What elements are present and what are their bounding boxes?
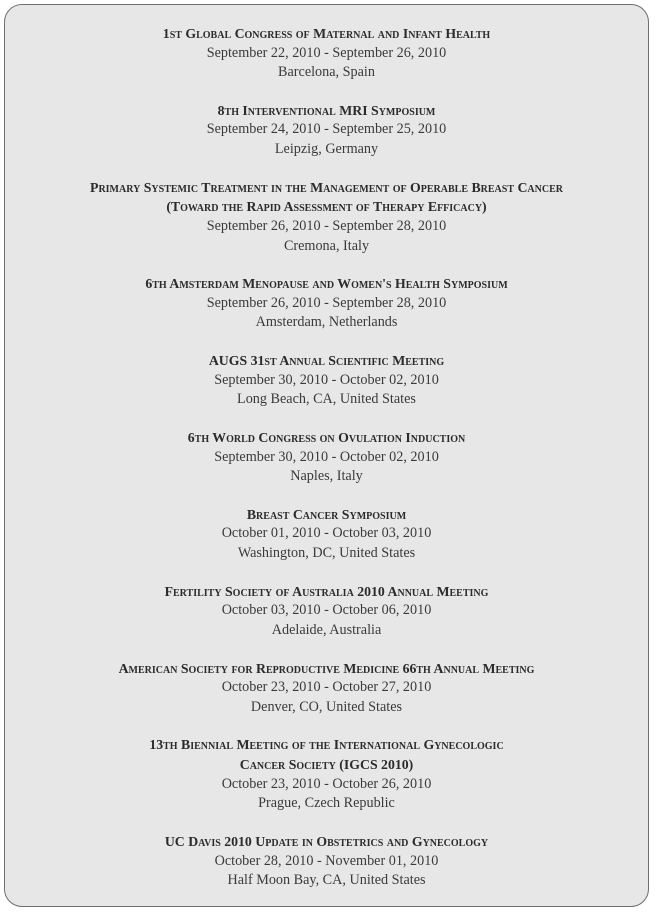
- event-title: Primary Systemic Treatment in the Management of Operable Breast Cancer (Toward the Rapid Assessment of Therapy Efficacy): [90, 179, 563, 215]
- event-dates: September 30, 2010 - October 02, 2010: [214, 371, 439, 388]
- event-title: AUGS 31st Annual Scientific Meeting: [208, 353, 445, 369]
- event-dates: September 30, 2010 - October 02, 2010: [214, 448, 439, 465]
- event-dates: September 26, 2010 - September 28, 2010: [206, 217, 447, 234]
- event-location: Cremona, Italy: [283, 237, 370, 254]
- event-location: Amsterdam, Netherlands: [255, 314, 398, 331]
- event-item: [4, 832, 649, 891]
- event-list: [4, 24, 649, 909]
- event-title: UC Davis 2010 Update in Obstetrics and Gynecology: [164, 833, 489, 849]
- event-dates: October 23, 2010 - October 27, 2010: [221, 679, 432, 696]
- event-location: Half Moon Bay, CA, United States: [227, 872, 426, 889]
- event-item: [4, 505, 649, 564]
- event-location: Prague, Czech Republic: [258, 795, 395, 812]
- event-location: Adelaide, Australia: [271, 621, 382, 638]
- event-location: Barcelona, Spain: [278, 64, 375, 81]
- event-dates: September 24, 2010 - September 25, 2010: [206, 121, 447, 138]
- event-title: 1st Global Congress of Maternal and Infant Health: [162, 26, 491, 41]
- event-item: [4, 24, 649, 83]
- event-title: 8th Interventional MRI Symposium: [217, 102, 436, 118]
- event-item: [4, 428, 649, 487]
- event-location: Long Beach, CA, United States: [237, 391, 416, 408]
- event-item: [4, 659, 649, 718]
- event-location: Naples, Italy: [290, 468, 363, 485]
- event-title: Breast Cancer Symposium: [246, 506, 407, 522]
- event-item: [4, 351, 649, 410]
- event-dates: October 01, 2010 - October 03, 2010: [221, 525, 432, 542]
- event-item: [4, 101, 649, 160]
- event-item: [4, 735, 649, 813]
- event-title: Fertility Society of Australia 2010 Annual Meeting: [164, 583, 489, 599]
- event-item: [4, 178, 649, 256]
- event-title: American Society for Reproductive Medicine 66th Annual Meeting: [118, 660, 535, 676]
- event-location: Denver, CO, United States: [250, 698, 403, 715]
- event-dates: September 26, 2010 - September 28, 2010: [206, 294, 447, 311]
- event-location: Leipzig, Germany: [274, 141, 379, 158]
- event-dates: October 23, 2010 - October 26, 2010: [221, 775, 432, 792]
- event-title: 13th Biennial Meeting of the International Gynecologic Cancer Society (IGCS 2010): [149, 737, 504, 773]
- event-location: Washington, DC, United States: [237, 545, 416, 562]
- event-dates: September 22, 2010 - September 26, 2010: [206, 44, 447, 61]
- event-item: [4, 582, 649, 641]
- event-dates: October 28, 2010 - November 01, 2010: [214, 852, 439, 869]
- event-dates: October 03, 2010 - October 06, 2010: [221, 602, 432, 619]
- event-title: 6th World Congress on Ovulation Induction: [187, 429, 466, 445]
- event-item: [4, 274, 649, 333]
- event-title: 6th Amsterdam Menopause and Women's Health Symposium: [145, 276, 508, 292]
